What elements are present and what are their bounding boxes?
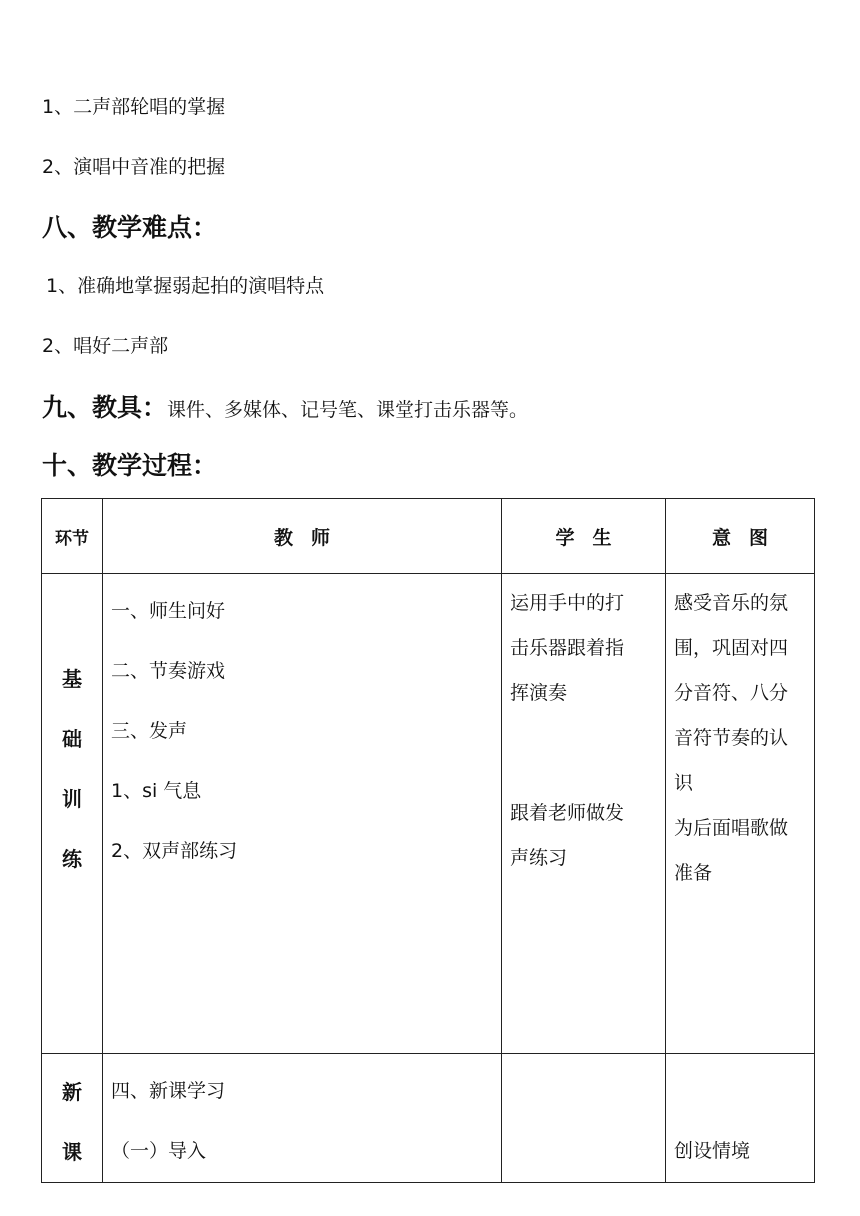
- section-heading-teaching-aids: [42, 388, 528, 424]
- intent-cell: [666, 1054, 815, 1183]
- stage-new-lesson: [42, 1054, 103, 1183]
- key-point-1: 1、二声部轮唱的掌握: [42, 96, 226, 118]
- intent-cell: [666, 574, 815, 1054]
- teaching-aids-label: 九、教具：: [42, 393, 168, 422]
- teacher-cell: [103, 1054, 502, 1183]
- student-text-line: 挥演奏: [510, 682, 568, 704]
- header-intent: 意图: [666, 499, 815, 574]
- stage-char: 练: [62, 847, 82, 871]
- teacher-item: 一、师生问好: [111, 600, 226, 622]
- teacher-item: 1、si 气息: [111, 780, 202, 802]
- stage-char: 基: [62, 667, 82, 691]
- intent-text-line: 准备: [674, 862, 713, 884]
- header-teacher: 教师: [103, 499, 502, 574]
- teaching-aids-list: 课件、多媒体、记号笔、课堂打击乐器等。: [167, 399, 529, 421]
- intent-text-line: 创设情境: [674, 1140, 751, 1162]
- stage-char: 础: [62, 727, 82, 751]
- teacher-item: 四、新课学习: [111, 1080, 226, 1102]
- teacher-item: 二、节奏游戏: [111, 660, 226, 682]
- teacher-item: （一）导入: [111, 1140, 207, 1162]
- stage-basic-training: [42, 574, 103, 1054]
- table-header-row: [42, 499, 815, 574]
- table-row: [42, 574, 815, 1054]
- section-heading-difficulties: 八、教学难点：: [42, 213, 218, 242]
- intent-text-line: 识: [674, 772, 694, 794]
- header-student: 学生: [502, 499, 666, 574]
- section-heading-process: 十、教学过程：: [42, 451, 218, 480]
- student-text-line: 击乐器跟着指: [510, 637, 625, 659]
- intent-text-line: 为后面唱歌做: [674, 817, 789, 839]
- intent-text-line: 分音符、八分: [674, 682, 789, 704]
- student-text-line: 运用手中的打: [510, 592, 625, 614]
- student-cell: [502, 574, 666, 1054]
- table-row: [42, 1054, 815, 1183]
- student-cell: [502, 1054, 666, 1183]
- teaching-process-table: [41, 498, 815, 1183]
- difficulty-2: 2、唱好二声部: [42, 335, 169, 357]
- teacher-cell: [103, 574, 502, 1054]
- stage-char: 课: [62, 1140, 82, 1164]
- teacher-item: 2、双声部练习: [111, 840, 238, 862]
- header-stage: 环节: [42, 499, 103, 574]
- intent-text-line: 感受音乐的氛: [674, 592, 789, 614]
- student-text-line: 跟着老师做发: [510, 802, 625, 824]
- student-text-line: 声练习: [510, 847, 568, 869]
- key-point-2: 2、演唱中音准的把握: [42, 156, 226, 178]
- stage-char: 新: [62, 1080, 82, 1104]
- stage-char: 训: [62, 787, 82, 811]
- teacher-item: 三、发声: [111, 720, 188, 742]
- intent-text-line: 围，巩固对四: [674, 637, 789, 659]
- difficulty-1: 1、准确地掌握弱起拍的演唱特点: [46, 275, 325, 297]
- intent-text-line: 音符节奏的认: [674, 727, 789, 749]
